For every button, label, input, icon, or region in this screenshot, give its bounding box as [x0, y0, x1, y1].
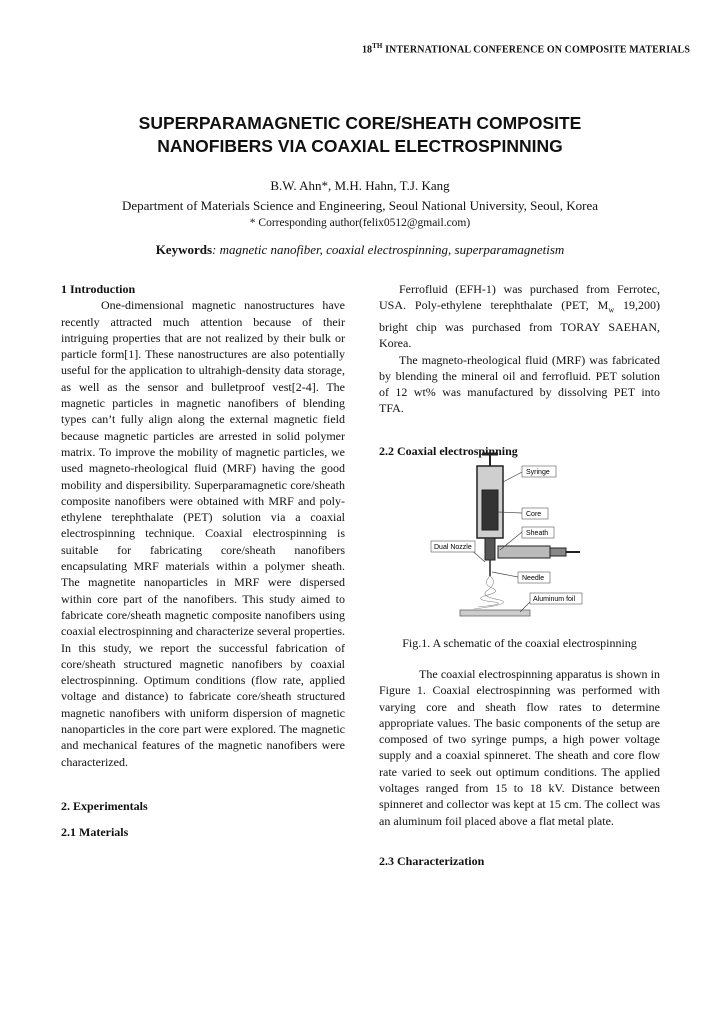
authors: B.W. Ahn*, M.H. Hahn, T.J. Kang: [270, 178, 450, 193]
title-line-2: NANOFIBERS VIA COAXIAL ELECTROSPINNING: [157, 136, 563, 156]
core-label: Core: [526, 511, 542, 518]
left-column: [61, 281, 345, 841]
right-column-lower: [379, 666, 660, 869]
aluminum-foil-plate: [460, 610, 530, 616]
coaxial-paragraph: The coaxial electrospinning apparatus is shown in Figure 1. Coaxial electrospinning was performed with varying core and sheath flow rates to determine appropriate values. The basic components of the setup are composed of two syringe pumps, a high power voltage supply and a coaxial spinneret. The sheath and core flow rate varied to seek out optimum conditions. The applied voltages ranged from 15 to 18 kV. Distance between spinneret and collector was kept at 15 cm. The collect was an aluminum foil placed above a flat metal plate.: [379, 667, 660, 828]
dual-nozzle-label: Dual Nozzle: [434, 544, 472, 551]
foil-label: Aluminum foil: [533, 596, 576, 603]
section-heading-experimentals: 2. Experimentals: [61, 798, 148, 813]
section-heading-characterization: 2.3 Characterization: [379, 853, 485, 868]
keywords: [0, 242, 720, 258]
fiber-cone: [474, 576, 504, 609]
affiliation: Department of Materials Science and Engineering, Seoul National University, Seoul, Korea: [121, 198, 599, 213]
conference-header: 18TH INTERNATIONAL CONFERENCE ON COMPOSITE MATERIALS: [361, 42, 690, 56]
coaxial-electrospinning-schematic: [430, 452, 590, 622]
section-heading-coaxial: 2.2 Coaxial electrospinning: [379, 443, 518, 458]
corresponding-author: * Corresponding author(felix0512@gmail.com): [249, 217, 471, 229]
section-heading-introduction: 1 Introduction: [61, 282, 136, 296]
sheath-label: Sheath: [526, 530, 549, 537]
figure-caption: Fig.1. A schematic of the coaxial electrospinning: [402, 636, 637, 650]
paper-title: [0, 112, 720, 158]
introduction-paragraph: One-dimensional magnetic nanostructures have recently attracted much attention because of their intriguing properties that are not realized by their bulk or particle form[1]. These nanostructures are also potentially useful for the application to ultrahigh-density data storage, as well as the sensor and bulletproof vest[2-4]. The magnetic particles in magnetic nanofibers of blending types can’t fully align along the external magnetic field because magnetic particles are arrested in solid polymer matrix. To improve the mobility of magnetic particles, we used magneto-rheological fluid (MRF) having the good mobility and dispersibility. Superparamagnetic core/sheath composite nanofibers were obtained with MRF and poly-ethylene terephthalate (PET) solution via a coaxial electrospinning technique. Coaxial electrospinning is suitable for fabricating core/sheath nanofibers encapsulating MRF materials within a polymer sheath. The magnetite nanoparticles in MRF were dispersed within core part of the nanofibers. This study aimed to fabricate core/sheath magnetic composite nanofibers using coaxial electrospinning and characterize several properties. In this study, we report the successful fabrication of core/sheath structured magnetic nanofibers by coaxial electrospinning. Optimum conditions (flow rate, applied voltage and distance) to fabricate core/sheath structured magnetic nanofibers with uniform dispersion of magnetic nanoparticles in the core part were explored. The magnetic and mechanical features of the magnetic nanofibers were characterized.: [61, 298, 345, 769]
title-line-1: SUPERPARAMAGNETIC CORE/SHEATH COMPOSITE: [138, 113, 582, 133]
materials-paragraph-1: Ferrofluid (EFH-1) was purchased from Ferrotec, USA. Poly-ethylene terephthalate (PET, $M_w$ 19,200) bright chip was purchased from TORAY SAEHAN, Korea.: [379, 282, 661, 351]
materials-paragraph-2: The magneto-rheological fluid (MRF) was fabricated by blending the mineral oil and ferrofluid. PET solution of 12 wt% was manufactured by dissolving PET into TFA.: [379, 352, 660, 416]
section-heading-materials: 2.1 Materials: [61, 825, 129, 840]
right-column: [379, 281, 660, 459]
keywords-text: : magnetic nanofiber, coaxial electrospinning, superparamagnetism: [212, 242, 565, 257]
syringe-label: Syringe: [526, 469, 550, 476]
keywords-label: Keywords: [155, 242, 213, 257]
needle-label: Needle: [522, 575, 545, 582]
